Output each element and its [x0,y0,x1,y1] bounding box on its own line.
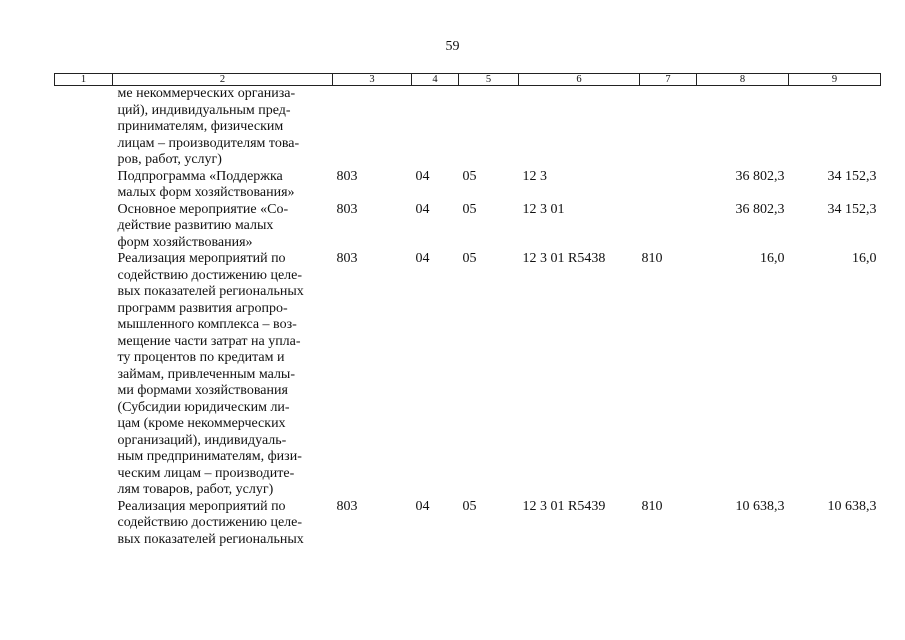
table-row [55,202,881,252]
item-name-line: действие развитию малых [117,218,274,233]
expense-type-cell: 810 [641,251,663,266]
item-name-line: форм хозяйствования» [117,234,253,250]
item-name-line: ций), индивидуальным пред- [117,102,291,118]
section-code-cell: 04 [415,251,430,266]
item-name-line: организаций), индивидуаль- [117,432,287,448]
target-article-cell: 12 3 01 [522,201,565,217]
item-name-line: Подпрограмма «Поддержка [117,168,283,184]
item-name-line: лицам – производителям това- [117,135,300,151]
item-name-line: ческим лицам – производите- [117,465,295,481]
section-code-cell: 04 [415,168,430,184]
subsection-code-cell: 05 [462,201,477,217]
column-header: 1 [55,74,113,86]
column-header: 8 [697,74,789,86]
amount-year2-cell: 16,0 [852,251,877,266]
item-name-line: ту процентов по кредитам и [117,350,285,365]
amount-year2-cell: 34 152,3 [827,201,877,217]
item-name-line: программ развития агропро- [117,300,288,316]
amount-year2-cell: 34 152,3 [827,168,877,184]
column-header: 2 [113,74,333,86]
row-number-cell [55,86,113,169]
column-header: 4 [412,74,459,86]
item-name-line: (Субсидии юридическим ли- [117,399,290,415]
item-name-line: вых показателей региональных [117,531,304,547]
item-name-cell [113,251,333,499]
section-code-cell [412,86,459,169]
item-name-line: Реализация мероприятий по [117,251,286,266]
item-name-line: мышленного комплекса – воз- [117,317,297,332]
item-name-line: Реализация мероприятий по [117,498,286,514]
item-name-cell [113,169,333,202]
column-number-header [55,74,881,86]
subsection-code-cell: 05 [462,168,477,184]
column-header: 5 [459,74,519,86]
subsection-code-cell: 05 [462,251,477,266]
row-number-cell [55,169,113,202]
item-name-line: ми формами хозяйствования [117,383,288,398]
item-name-cell [113,499,333,549]
expense-type-cell [640,86,697,169]
item-name-cell [113,202,333,252]
expense-type-cell [640,169,697,202]
item-name-line: принимателям, физическим [117,119,284,134]
page-number: 59 [445,39,460,54]
table-row [55,499,881,549]
ministry-code-cell: 803 [336,251,358,266]
item-name-line: Основное мероприятие «Со- [117,201,289,217]
item-name-line: содействию достижению целе- [117,515,303,530]
subsection-code-cell: 05 [462,498,477,514]
ministry-code-cell [333,86,412,169]
column-header: 9 [789,74,881,86]
ministry-code-cell: 803 [336,498,358,514]
item-name-line: содействию достижению целе- [117,267,303,283]
section-code-cell: 04 [415,498,430,514]
section-code-cell: 04 [415,201,430,217]
item-name-line: мещение части затрат на упла- [117,333,301,349]
item-name-cell [113,86,333,169]
amount-year1-cell: 10 638,3 [735,498,785,514]
subsection-code-cell [459,86,519,169]
item-name-line: ме некоммерческих организа- [117,86,296,101]
item-name-line: вых показателей региональных [117,284,304,299]
column-header: 7 [640,74,697,86]
target-article-cell: 12 3 01 R5438 [522,251,606,266]
item-name-line: малых форм хозяйствования» [117,185,295,200]
column-header: 6 [519,74,640,86]
amount-year2-cell: 10 638,3 [827,498,877,514]
row-number-cell [55,202,113,252]
row-number-cell [55,499,113,549]
expense-type-cell: 810 [641,498,663,514]
amount-year2-cell [789,86,881,169]
table-row [55,169,881,202]
row-number-cell [55,251,113,499]
ministry-code-cell: 803 [336,201,358,217]
target-article-cell: 12 3 [522,168,547,184]
column-header: 3 [333,74,412,86]
table-row [55,251,881,499]
amount-year1-cell: 36 802,3 [735,201,785,217]
target-article-cell: 12 3 01 R5439 [522,498,606,514]
ministry-code-cell: 803 [336,168,358,184]
item-name-line: ным предпринимателям, физи- [117,449,302,464]
target-article-cell [519,86,640,169]
item-name-line: лям товаров, работ, услуг) [117,482,274,497]
item-name-line: ров, работ, услуг) [117,152,222,167]
budget-table [54,73,881,548]
table-row [55,86,881,169]
amount-year1-cell: 36 802,3 [735,168,785,184]
amount-year1-cell [697,86,789,169]
expense-type-cell [640,202,697,252]
item-name-line: займам, привлеченным малы- [117,366,295,382]
amount-year1-cell: 16,0 [760,251,785,266]
item-name-line: цам (кроме некоммерческих [117,416,286,431]
